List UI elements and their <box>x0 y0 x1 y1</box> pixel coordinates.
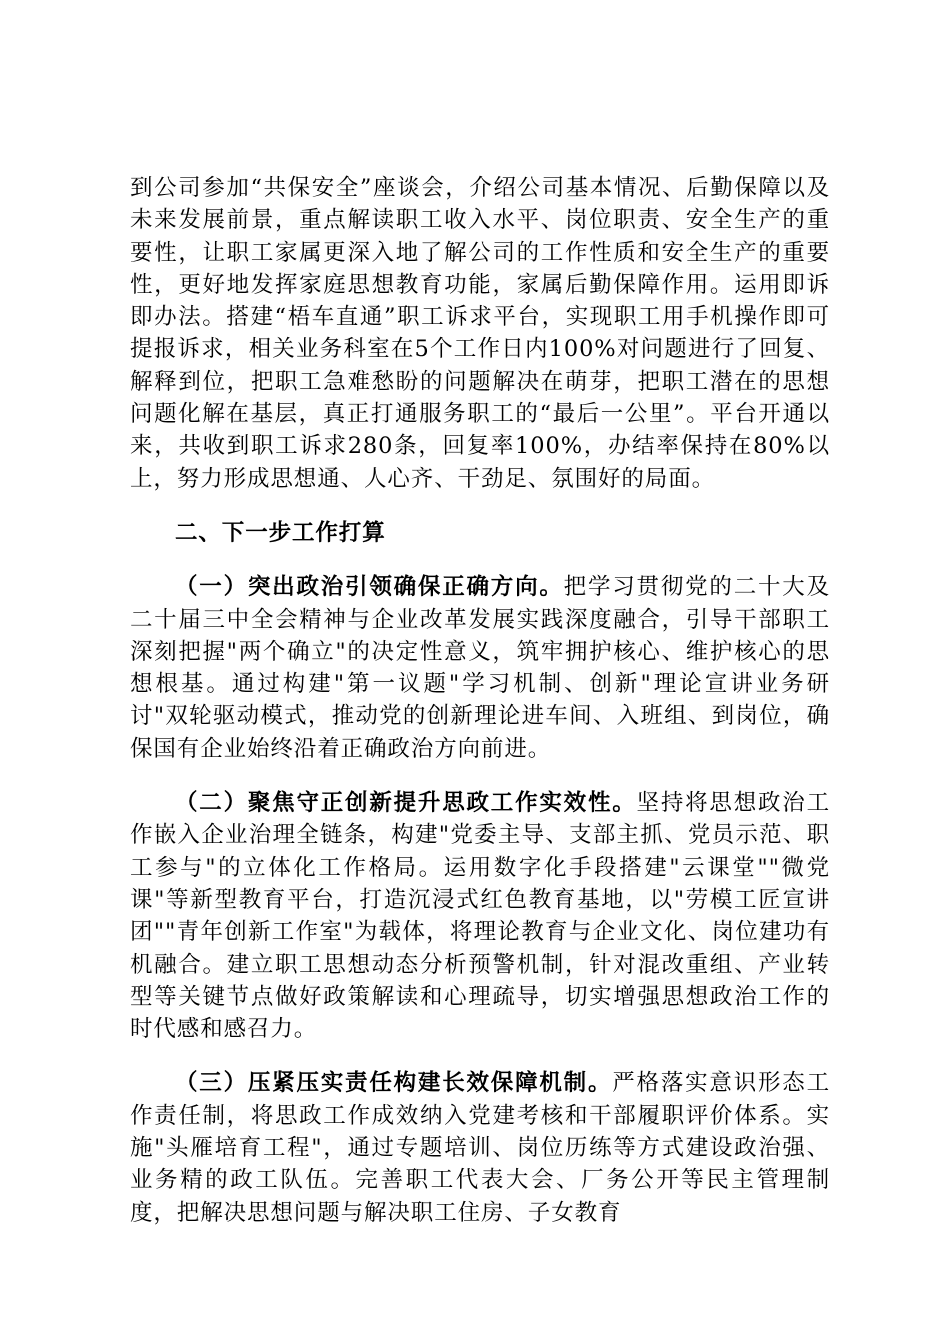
item-paragraph-1 <box>130 571 830 765</box>
item-lead-1: （一）突出政治引领确保正确方向。 <box>175 574 564 601</box>
continuation-paragraph: 到公司参加“共保安全”座谈会，介绍公司基本情况、后勤保障以及未来发展前景，重点解读职工收入水平、岗位职责、安全生产的重要性，让职工家属更深入地了解公司的工作性质和安全生产的重要性，更好地发挥家庭思想教育功能，家属后勤保障作用。运用即诉即办法。搭建“梧车直通”职工诉求平台，实现职工用手机操作即可提报诉求，相关业务科室在5个工作日内100%对问题进行了回复、解释到位，把职工急难愁盼的问题解决在萌芽，把职工潜在的思想问题化解在基层，真正打通服务职工的“最后一公里”。平台开通以来，共收到职工诉求280条，回复率100%，办结率保持在80%以上，努力形成思想通、人心齐、干劲足、氛围好的局面。 <box>130 175 830 492</box>
item-lead-3: （三）压紧压实责任构建长效保障机制。 <box>175 1070 613 1097</box>
document-body <box>130 172 830 1229</box>
item-body-3: 严格落实意识形态工作责任制，将思政工作成效纳入党建考核和干部履职评价体系。实施"头雁培育工程"，通过专题培训、岗位历练等方式建设政治强、业务精的政工队伍。完善职工代表大会、厂务公开等民主管理制度，把解决思想问题与解决职工住房、子女教育 <box>130 1070 831 1226</box>
item-body-2: 坚持将思想政治工作嵌入企业治理全链条，构建"党委主导、支部主抓、党员示范、职工参与"的立体化工作格局。运用数字化手段搭建"云课堂""微党课"等新型教育平台，打造沉浸式红色教育基地，以"劳模工匠宣讲团""青年创新工作室"为载体，将理论教育与企业文化、岗位建功有机融合。建立职工思想动态分析预警机制，针对混改重组、产业转型等关键节点做好政策解读和心理疏导，切实增强思想政治工作的时代感和感召力。 <box>130 790 830 1043</box>
section-heading: 二、下一步工作打算 <box>175 519 386 546</box>
item-lead-2: （二）聚焦守正创新提升思政工作实效性。 <box>175 790 637 817</box>
item-paragraph-3 <box>130 1067 830 1228</box>
item-body-1: 把学习贯彻党的二十大及二十届三中全会精神与企业改革发展实践深度融合，引导干部职工深刻把握"两个确立"的决定性意义，筑牢拥护核心、维护核心的思想根基。通过构建"第一议题"学习机制、创新"理论宣讲业务研讨"双轮驱动模式，推动党的创新理论进车间、入班组、到岗位，确保国有企业始终沿着正确政治方向前进。 <box>130 574 830 762</box>
item-paragraph-2 <box>130 787 830 1045</box>
